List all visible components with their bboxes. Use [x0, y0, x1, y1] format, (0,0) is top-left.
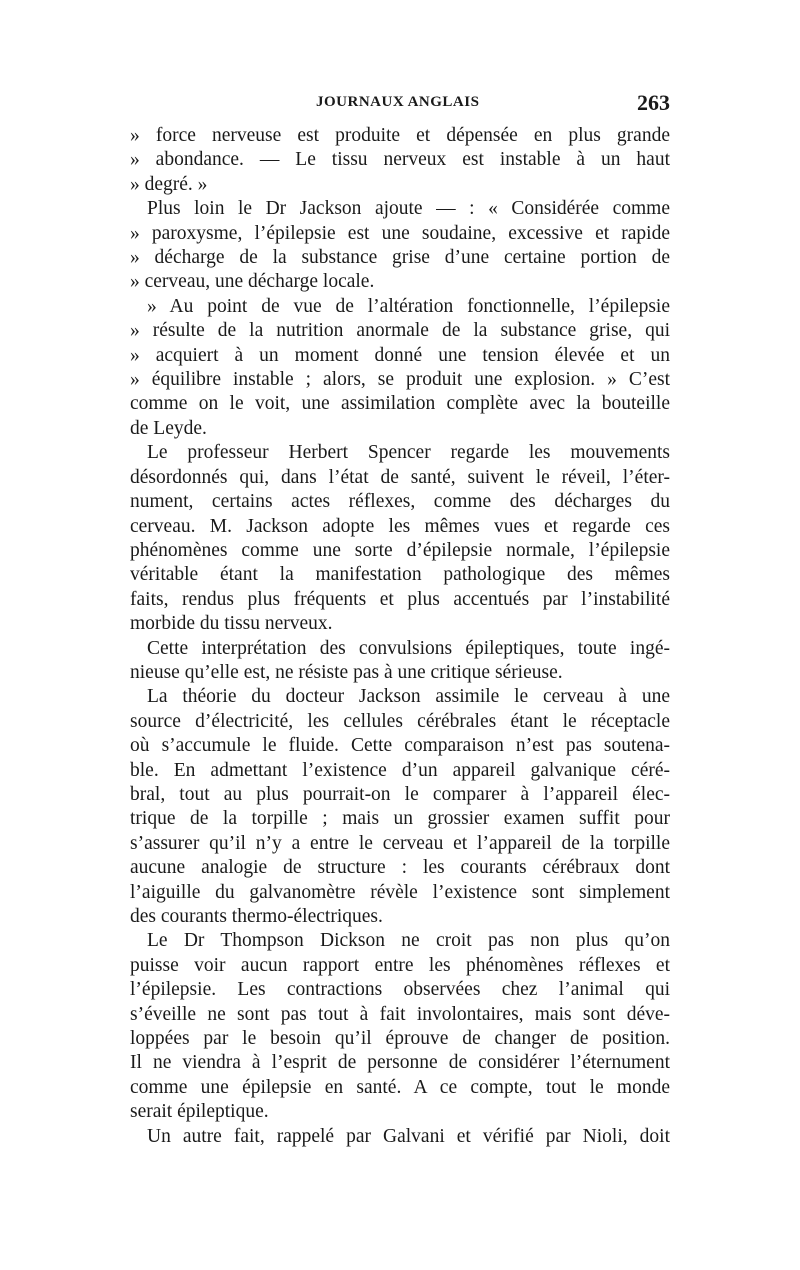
- text-line: Le professeur Herbert Spencer regarde les mouvements: [147, 442, 670, 464]
- text-line: morbide du tissu nerveux.: [130, 613, 333, 635]
- text-line: l’épilepsie. Les contractions observées chez l’animal qui: [130, 979, 670, 1001]
- text-line: cerveau. M. Jackson adopte les mêmes vues et regarde ces: [130, 515, 670, 537]
- text-line: ble. En admettant l’existence d’un appareil galvanique céré-: [130, 759, 670, 781]
- text-line: source d’électricité, les cellules cérébrales étant le réceptacle: [130, 710, 670, 732]
- text-line: des courants thermo-électriques.: [130, 906, 383, 927]
- text-line: nieuse qu’elle est, ne résiste pas à une critique sérieuse.: [130, 661, 563, 683]
- text-line: serait épileptique.: [130, 1101, 269, 1123]
- text-line: Cette interprétation des convulsions épileptiques, toute ingé-: [147, 637, 670, 659]
- text-line: faits, rendus plus fréquents et plus accentués par l’instabilité: [130, 588, 670, 610]
- text-line: Plus loin le Dr Jackson ajoute — : « Considérée comme: [147, 198, 670, 220]
- text-line: » acquiert à un moment donné une tension élevée et un: [130, 344, 670, 366]
- text-line: » degré. »: [130, 173, 208, 195]
- text-line: Un autre fait, rappelé par Galvani et vérifié par Nioli, doit: [147, 1125, 670, 1147]
- running-head: JOURNAUX ANGLAIS: [316, 94, 480, 110]
- text-line: » Au point de vue de l’altération fonctionnelle, l’épilepsie: [147, 295, 670, 317]
- text-line: véritable étant la manifestation pathologique des mêmes: [130, 564, 670, 586]
- body-text: [130, 124, 670, 1149]
- text-line: où s’accumule le fluide. Cette comparaison n’est pas soutena-: [130, 735, 670, 757]
- text-line: comme une épilepsie en santé. A ce compte, tout le monde: [130, 1076, 670, 1098]
- text-line: nument, certains actes réflexes, comme des décharges du: [130, 491, 670, 513]
- text-line: » cerveau, une décharge locale.: [130, 271, 375, 293]
- text-line: de Leyde.: [130, 417, 207, 439]
- text-line: loppées par le besoin qu’il éprouve de changer de position.: [130, 1028, 670, 1050]
- text-line: l’aiguille du galvanomètre révèle l’existence sont simplement: [130, 881, 670, 903]
- page-header: [130, 90, 670, 122]
- page-number: 263: [637, 90, 670, 115]
- text-line: s’éveille ne sont pas tout à fait involontaires, mais sont déve-: [130, 1003, 670, 1025]
- text-line: La théorie du docteur Jackson assimile le cerveau à une: [147, 686, 670, 708]
- text-line: bral, tout au plus pourrait-on le comparer à l’appareil élec-: [130, 783, 670, 805]
- text-line: puisse voir aucun rapport entre les phénomènes réflexes et: [130, 954, 670, 976]
- text-line: » force nerveuse est produite et dépensée en plus grande: [130, 125, 670, 146]
- text-line: comme on le voit, une assimilation complète avec la bouteille: [130, 393, 670, 415]
- text-line: » décharge de la substance grise d’une certaine portion de: [130, 247, 670, 269]
- text-line: phénomènes comme une sorte d’épilepsie normale, l’épilepsie: [130, 539, 670, 561]
- text-line: aucune analogie de structure : les courants cérébraux dont: [130, 857, 670, 879]
- text-line: » équilibre instable ; alors, se produit une explosion. » C’est: [130, 369, 670, 391]
- text-line: s’assurer qu’il n’y a entre le cerveau et l’appareil de la torpille: [130, 832, 670, 854]
- text-line: » résulte de la nutrition anormale de la substance grise, qui: [130, 320, 670, 342]
- text-line: trique de la torpille ; mais un grossier examen suffit pour: [130, 808, 670, 830]
- text-line: » abondance. — Le tissu nerveux est instable à un haut: [130, 149, 670, 171]
- text-line: Le Dr Thompson Dickson ne croit pas non plus qu’on: [147, 930, 670, 952]
- text-line: » paroxysme, l’épilepsie est une soudaine, excessive et rapide: [130, 222, 670, 244]
- text-line: désordonnés qui, dans l’état de santé, suivent le réveil, l’éter-: [130, 466, 670, 488]
- text-line: Il ne viendra à l’esprit de personne de considérer l’éternument: [130, 1052, 670, 1074]
